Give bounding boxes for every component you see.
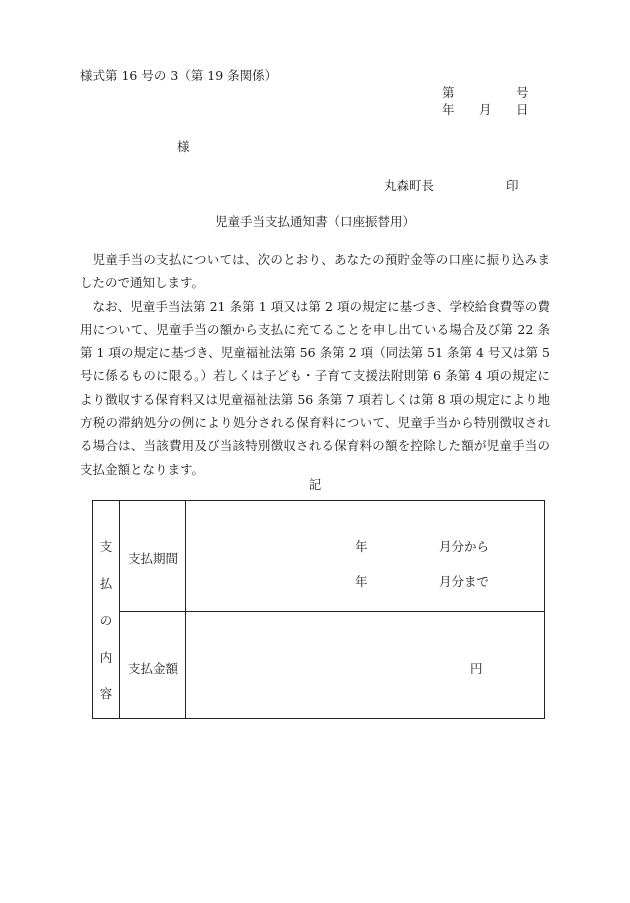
period-to-year: 年 (355, 574, 368, 589)
vertical-label-char: 払 (99, 576, 113, 591)
date-day: 日 (516, 102, 529, 117)
body-paragraph-1: 児童手当の支払については、次のとおり、あなたの預貯金等の口座に振り込みましたので通知します。 (80, 252, 550, 291)
divider-vertical-2 (185, 501, 186, 718)
vertical-label-char: 支 (99, 539, 113, 554)
date-year: 年 (442, 102, 455, 117)
period-from-year: 年 (355, 539, 368, 554)
period-to-month: 月分まで (439, 574, 490, 589)
vertical-label-char: の (99, 613, 113, 628)
ref-dai: 第 (442, 85, 455, 100)
payment-details-table (92, 500, 545, 719)
seal-mark: 印 (506, 178, 519, 193)
body-paragraph-2: なお、児童手当法第 21 条第 1 項又は第 2 項の規定に基づき、学校給食費等の費用について、児童手当の額から支払に充てることを申し出ている場合及び第 22 条第 1 項の規定に基づき、児童福祉法第 56 条第 2 項（同法第 51 条第 4 号又は第 5 号に係るものに限る。）若しくは子ども・子育て支援法附則第 6 条第 4 項の規定により徴収する保育料又は児童福祉法第 56 条第 7 項若しくは第 8 項の規定により地方税の滞納処分の例により処分される保育料について、児童手当から特別徴収される場合は、当該費用及び当該特別徴収される保育料の額を控除した額が児童手当の支払金額となります。 (80, 298, 550, 477)
divider-vertical-1 (119, 501, 120, 718)
ki-heading: 記 (308, 477, 322, 492)
document-title: 児童手当支払通知書（口座振替用） (214, 214, 415, 229)
sender-mayor: 丸森町長 (384, 178, 435, 193)
vertical-label-char: 容 (99, 686, 113, 701)
form-number: 様式第 16 号の 3（第 19 条関係） (80, 68, 278, 83)
addressee-honorific: 様 (177, 139, 190, 154)
payment-period-label: 支払期間 (128, 551, 179, 566)
vertical-label-char: 内 (99, 650, 113, 665)
notice-body (80, 248, 550, 481)
date-month: 月 (479, 102, 492, 117)
ref-go: 号 (516, 85, 529, 100)
amount-yen-unit: 円 (470, 661, 483, 676)
divider-horizontal (119, 611, 544, 612)
period-from-month: 月分から (439, 539, 490, 554)
payment-amount-label: 支払金額 (128, 661, 179, 676)
